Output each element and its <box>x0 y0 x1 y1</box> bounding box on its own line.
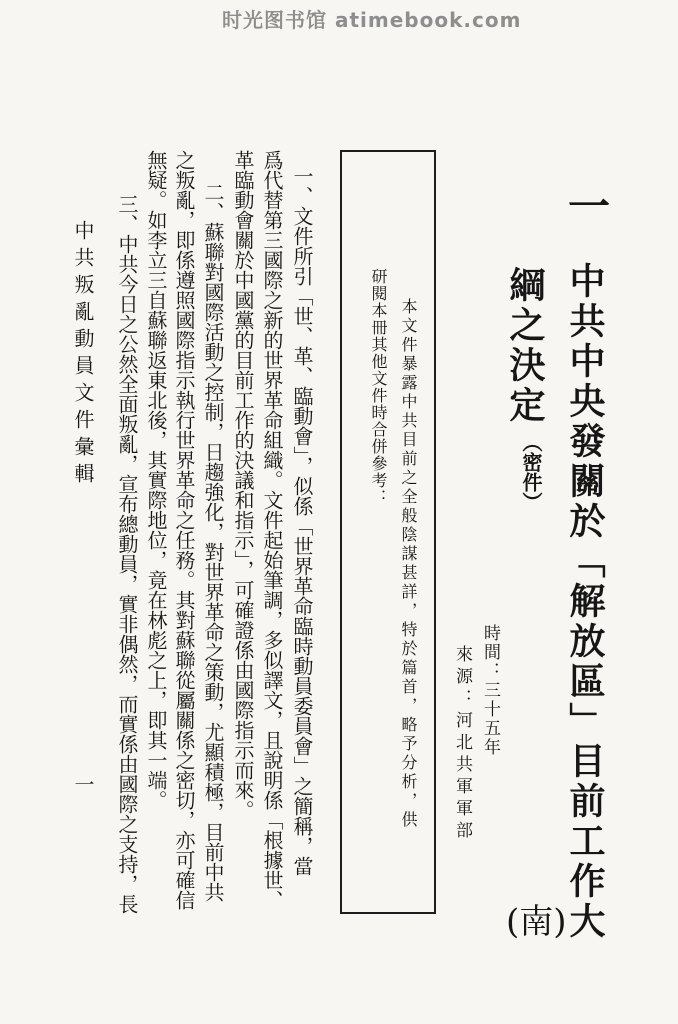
body-line: 一、文件所引「世、革、臨動會」，似係「世界革命臨時動員委員會」之簡稱，當 <box>290 166 314 876</box>
body-line: 二、蘇聯對國際活動之控制，日趨強化，對世界革命之策動，尤顯積極，目前中共 <box>201 182 225 902</box>
watermark: 时光图书馆 atimebook.com <box>222 8 522 32</box>
title-line-2: 綱之決定 <box>504 266 546 426</box>
editorial-note-box <box>340 150 436 914</box>
page-number: 一 <box>71 774 95 794</box>
editorial-note-line: 本文件暴露中共目前之全般陰謀甚詳，特於篇首，略予分析，供 <box>399 298 418 830</box>
title-line-1: 中共中央發關於「解放區」目前工作大 <box>564 262 606 942</box>
body-line: 之叛亂，即係遵照國際指示執行世界革命之任務。其對蘇聯從屬關係之密切，亦可確信 <box>172 150 196 910</box>
body-line: 無疑。如李立三自蘇聯返東北後，其實際地位，竟在林彪之上，即其一端。 <box>144 150 168 810</box>
body-line: 爲代替第三國際之新的世界革命組織。文件起始筆調，多似譯文，且說明係「根據世、 <box>260 150 284 910</box>
meta-source: 來源：河北共軍軍部 <box>452 645 472 843</box>
body-line: 革臨動會關於中國黨的目前工作的決議和指示」，可確證係由國際指示而來。 <box>231 150 255 820</box>
running-head: 中共叛亂動員文件彙輯 <box>71 220 95 490</box>
editorial-note-line: 研閱本冊其他文件時合併參考： <box>369 268 388 506</box>
title-number: 一 <box>562 184 611 226</box>
body-line: 三、中共今日之公然全面叛亂，宣布總動員，實非偶然，而實係由國際之支持，長 <box>115 194 139 914</box>
title-classification-note: （密件） <box>519 432 543 512</box>
title-handwritten-annotation: (南) <box>506 902 567 942</box>
meta-time: 時間：三十五年 <box>480 624 500 757</box>
